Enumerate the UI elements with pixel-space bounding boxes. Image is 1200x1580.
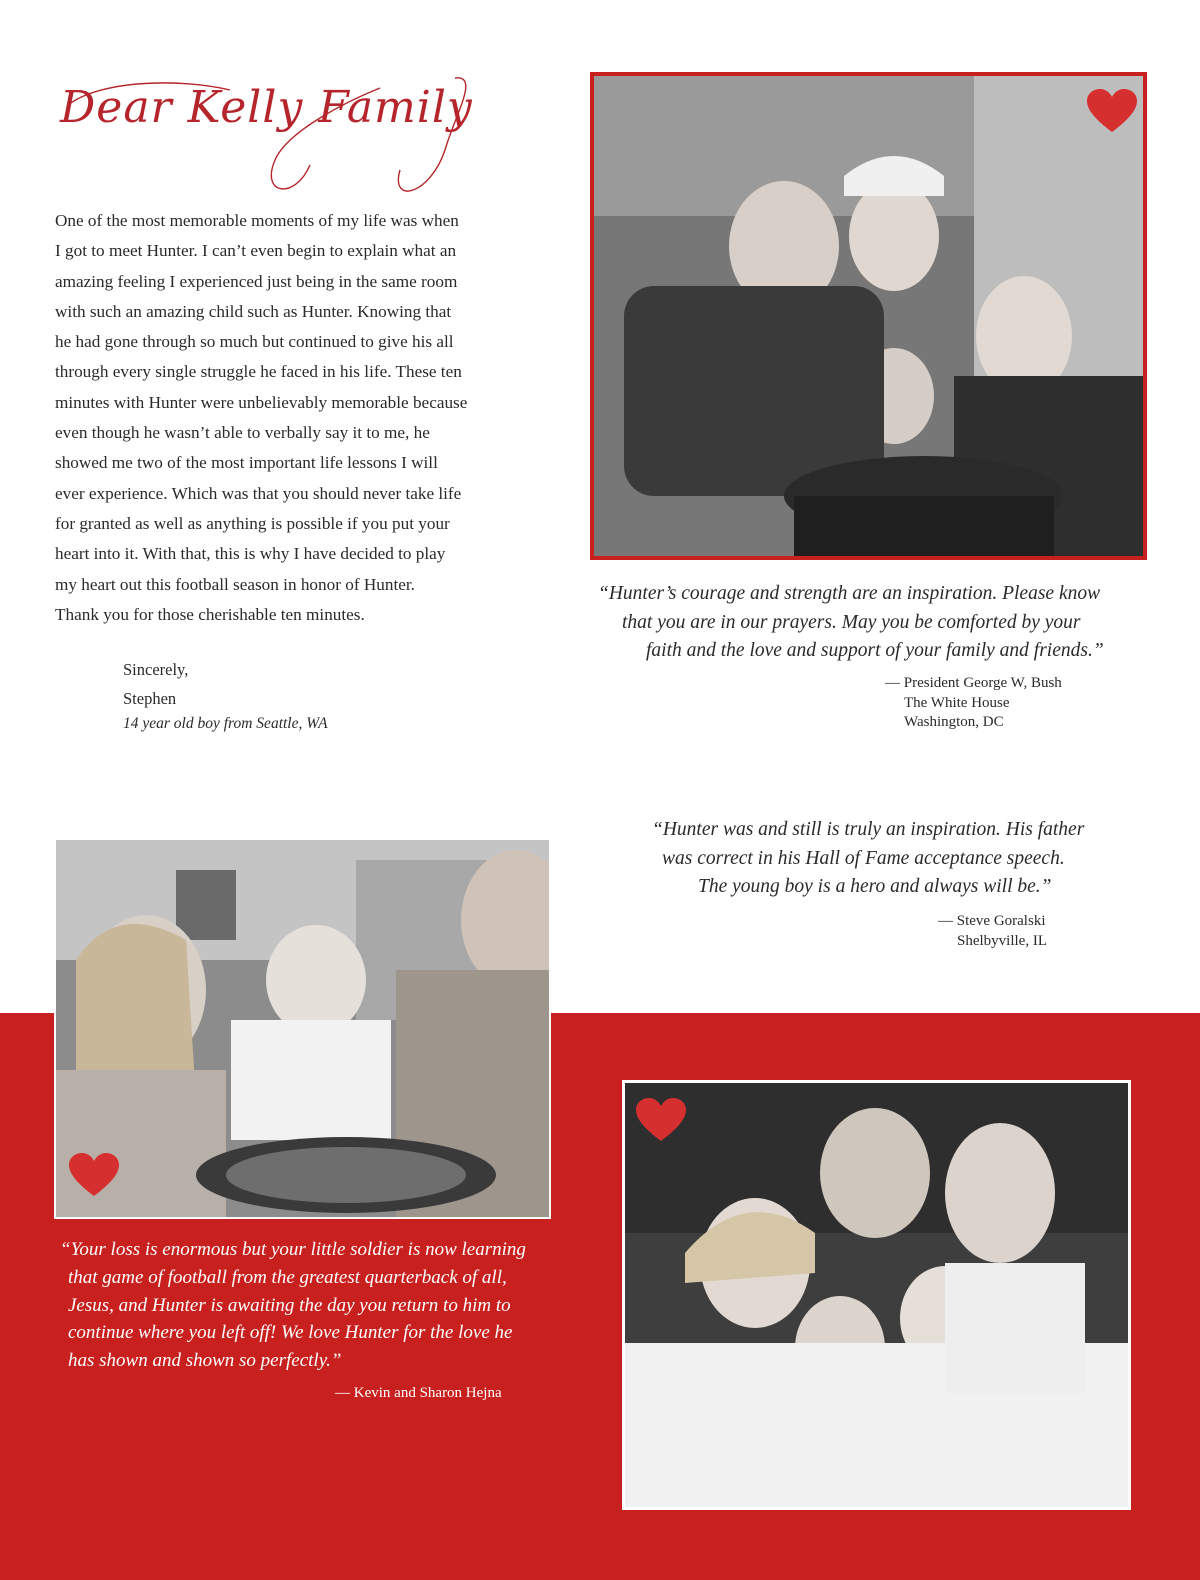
- quote-line: that game of football from the greatest quarterback of all,: [68, 1266, 507, 1288]
- quote-line: Jesus, and Hunter is awaiting the day you return to him to: [68, 1294, 511, 1316]
- signer-description: 14 year old boy from Seattle, WA: [123, 715, 328, 732]
- attribution-line: Washington, DC: [904, 714, 1004, 730]
- attribution-hejna: [335, 1384, 575, 1404]
- attribution-name: — Kevin and Sharon Hejna: [335, 1385, 502, 1401]
- letter-line: he had gone through so much but continued to give his all: [55, 332, 454, 352]
- letter-line: I got to meet Hunter. I can’t even begin to explain what an: [55, 241, 457, 261]
- quote-line: “Hunter was and still is truly an inspiration. His father: [652, 819, 1085, 840]
- letter-line: even though he wasn’t able to verbally say it to me, he: [55, 423, 430, 443]
- quote-line: that you are in our prayers. May you be comforted by your: [622, 611, 1081, 633]
- letter-line: showed me two of the most important life lessons I will: [55, 453, 438, 473]
- letter-line: amazing feeling I experienced just being in the same room: [55, 271, 458, 291]
- beach-family-photo: [622, 1080, 1131, 1510]
- attribution-bush: [885, 674, 1145, 733]
- letter-line: with such an amazing child such as Hunter. Knowing that: [55, 301, 452, 321]
- letter-line: One of the most memorable moments of my life was when: [55, 211, 459, 230]
- quote-line: The young boy is a hero and always will be.”: [698, 876, 1052, 897]
- letter-body: [55, 206, 525, 630]
- quote-line: “Your loss is enormous but your little soldier is now learning: [60, 1239, 526, 1260]
- quote-goralski: [652, 816, 1152, 902]
- quote-line: was correct in his Hall of Fame acceptance speech.: [662, 847, 1065, 869]
- photo-placeholder: [625, 1083, 1128, 1507]
- heart-icon: [1086, 88, 1138, 134]
- letter-line: ever experience. Which was that you should never take life: [55, 483, 462, 503]
- signature: Stephen: [123, 689, 177, 708]
- letter-line: Thank you for those cherishable ten minutes.: [55, 604, 365, 624]
- quote-line: “Hunter’s courage and strength are an inspiration. Please know: [598, 583, 1101, 604]
- attribution-name: — President George W, Bush: [885, 675, 1062, 691]
- attribution-goralski: [938, 912, 1158, 951]
- heart-icon: [635, 1097, 687, 1143]
- attribution-line: Shelbyville, IL: [957, 932, 1047, 949]
- quote-bush: [598, 580, 1158, 666]
- game-board-photo: [54, 838, 551, 1219]
- letter-closing: [123, 655, 423, 735]
- quote-line: faith and the love and support of your family and friends.”: [646, 640, 1104, 661]
- heart-icon: [68, 1152, 120, 1198]
- photo-placeholder: [594, 76, 1143, 556]
- letter-line: heart into it. With that, this is why I have decided to play: [55, 544, 446, 564]
- quote-line: has shown and shown so perfectly.”: [68, 1350, 342, 1372]
- greeting-heading: [60, 70, 500, 200]
- greeting-text: Dear Kelly Family: [60, 82, 473, 133]
- letter-line: for granted as well as anything is possible if you put your: [55, 513, 450, 533]
- quote-line: continue where you left off! We love Hunter for the love he: [68, 1322, 513, 1344]
- family-jersey-photo: [590, 72, 1147, 560]
- attribution-line: The White House: [904, 694, 1010, 711]
- quote-hejna: [60, 1236, 600, 1375]
- letter-line: minutes with Hunter were unbelievably memorable because: [55, 392, 468, 412]
- attribution-name: — Steve Goralski: [938, 913, 1046, 929]
- photo-placeholder: [56, 840, 549, 1217]
- letter-line: my heart out this football season in honor of Hunter.: [55, 574, 415, 594]
- letter-line: through every single struggle he faced in his life. These ten: [55, 362, 462, 382]
- closing-salutation: Sincerely,: [123, 660, 189, 679]
